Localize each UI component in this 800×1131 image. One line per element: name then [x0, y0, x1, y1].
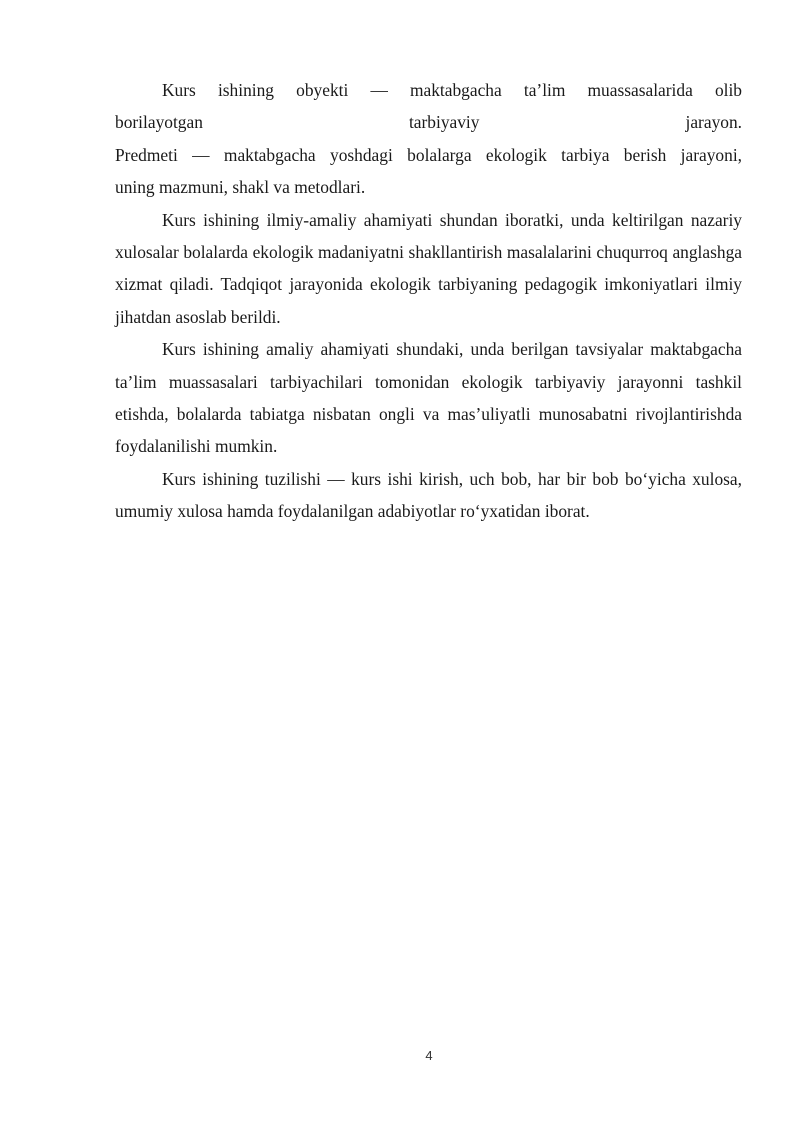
paragraph-line: borilayotgan tarbiyaviy jarayon.	[115, 112, 742, 133]
page-body	[115, 74, 742, 528]
paragraph-line: uning mazmuni, shakl va metodlari.	[115, 177, 366, 198]
paragraph-line: Predmeti — maktabgacha yoshdagi bolalarga ekologik tarbiya berish jarayoni,	[115, 144, 742, 165]
page-number: 4	[425, 1048, 433, 1063]
paragraph-scientific-significance: Kurs ishining ilmiy-amaliy ahamiyati shundan iboratki, unda keltirilgan nazariy xulosalar bolalarda ekologik madaniyatni shakllantirish masalalarini chuqurroq anglashga xizmat qiladi. Tadqiqot jarayonida ekologik tarbiyaning pedagogik imkoniyatlari ilmiy jihatdan asoslab berildi.	[115, 209, 742, 327]
paragraph-practical-significance: Kurs ishining amaliy ahamiyati shundaki, unda berilgan tavsiyalar maktabgacha ta’lim muassasalari tarbiyachilari tomonidan ekologik tarbiyaviy jarayonni tashkil etishda, bolalarda tabiatga nisbatan ongli va mas’uliyatli munosabatni rivojlantirishda foydalanilishi mumkin.	[115, 339, 742, 457]
paragraph-line: Kurs ishining obyekti — maktabgacha ta’lim muassasalarida olib	[162, 80, 742, 100]
paragraph-structure: Kurs ishining tuzilishi — kurs ishi kirish, uch bob, har bir bob bo‘yicha xulosa, umumiy xulosa hamda foydalanilgan adabiyotlar ro‘yxatidan iborat.	[115, 468, 742, 522]
paragraph-object-subject	[115, 74, 742, 204]
